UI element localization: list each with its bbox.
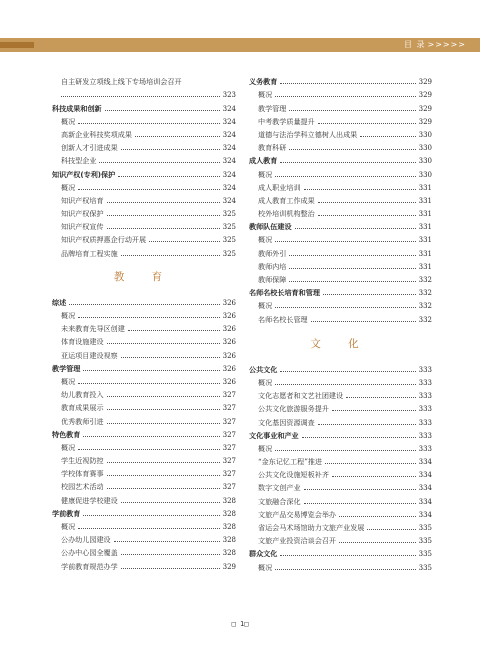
toc-entry[interactable]: [249, 507, 432, 520]
toc-page-number: 333: [418, 365, 432, 374]
dot-leader: [304, 503, 416, 504]
toc-entry-title: 文化基因资源调查: [258, 417, 315, 427]
dot-leader: [289, 255, 415, 256]
toc-entry[interactable]: [52, 532, 236, 545]
toc-page-number: 324: [222, 183, 236, 192]
toc-entry-title: 省运会马术场馆助力文旅产业发展: [258, 523, 365, 532]
toc-entry-title: 概况: [258, 301, 273, 311]
toc-entry-title: 教育科研: [258, 143, 287, 153]
dot-leader: [275, 176, 415, 177]
toc-entry[interactable]: [52, 558, 236, 571]
toc-entry-title: 概况: [258, 169, 273, 179]
dot-leader: [339, 542, 416, 543]
dot-leader: [275, 569, 415, 570]
toc-entry-title: 高新企业科技奖项成果: [61, 129, 132, 139]
toc-entry[interactable]: [249, 100, 432, 113]
dot-leader: [289, 149, 415, 150]
dot-leader: [107, 462, 220, 463]
toc-entry-title: 优秀教师引进: [61, 416, 104, 426]
toc-entry-title: 健康促进学校建设: [61, 495, 118, 505]
toc-entry-title: 综述: [52, 297, 67, 307]
toc-entry[interactable]: [52, 453, 236, 466]
toc-page-number: 325: [222, 223, 236, 232]
page-footer: [0, 620, 480, 628]
toc-page-number: 333: [418, 418, 432, 427]
dot-leader: [107, 488, 220, 489]
toc-entry-title: 概况: [61, 182, 76, 192]
dot-leader: [304, 189, 416, 190]
toc-entry[interactable]: [52, 334, 236, 347]
toc-entry[interactable]: [52, 387, 236, 400]
dot-leader: [289, 110, 415, 111]
toc-entry[interactable]: [249, 272, 432, 285]
toc-entry-title: 知识产权(专利)保护: [52, 169, 116, 179]
toc-entry-title: 文化志愿者和文艺社团建设: [258, 391, 344, 401]
toc-entry[interactable]: [52, 308, 236, 321]
toc-page-number: 323: [222, 91, 236, 100]
toc-entry-title: “金东记忆工程”推进: [258, 457, 323, 467]
dot-leader: [275, 96, 415, 97]
toc-entry[interactable]: [249, 493, 432, 506]
toc-category[interactable]: [52, 361, 236, 374]
toc-entry-title: 概况: [258, 235, 273, 245]
dot-leader: [339, 516, 416, 517]
toc-entry-title: 教师内培: [258, 261, 287, 271]
dot-leader: [107, 409, 220, 410]
toc-page-number: 333: [418, 431, 432, 440]
toc-page-number: 330: [418, 130, 432, 139]
toc-page-number: 331: [418, 210, 432, 219]
toc-entry-title: 学前教育规范办学: [61, 561, 118, 571]
dot-leader: [78, 123, 219, 124]
toc-category[interactable]: [249, 546, 432, 559]
toc-entry[interactable]: [52, 440, 236, 453]
toc-left-column: [52, 74, 236, 572]
toc-entry[interactable]: [249, 441, 432, 454]
dot-leader: [289, 281, 415, 282]
toc-entry-title: 概况: [61, 522, 76, 531]
dot-leader: [121, 554, 220, 555]
toc-page-number: 328: [222, 549, 236, 558]
toc-page-number: 329: [418, 91, 432, 100]
toc-page-number: 328: [222, 509, 236, 518]
toc-entry[interactable]: [52, 180, 236, 193]
toc-entry-title: 校外培训机构整治: [258, 209, 315, 219]
toc-entry[interactable]: [52, 374, 236, 387]
toc-page-number: 332: [418, 302, 432, 311]
dot-leader: [121, 568, 220, 569]
dot-leader: [302, 437, 416, 438]
dot-leader: [275, 384, 415, 385]
toc-entry-title: 知识产权保护: [61, 209, 104, 219]
toc-entry[interactable]: [249, 180, 432, 193]
dot-leader: [135, 136, 220, 137]
toc-entry[interactable]: [249, 454, 432, 467]
dot-leader: [149, 241, 220, 242]
toc-category[interactable]: [249, 428, 432, 441]
toc-entry[interactable]: [52, 413, 236, 426]
dot-leader: [318, 215, 416, 216]
dot-leader: [318, 123, 416, 124]
toc-entry-title: 教育成果展示: [61, 403, 104, 413]
dot-leader: [78, 449, 219, 450]
dot-leader: [367, 529, 415, 530]
header-label: [404, 38, 466, 52]
toc-entry[interactable]: [249, 520, 432, 533]
toc-entry[interactable]: [52, 245, 236, 258]
toc-entry-title: 公办中心园全覆盖: [61, 548, 118, 558]
toc-entry-title: 文旅产业投资洽谈会召开: [258, 536, 337, 546]
dot-leader: [360, 136, 415, 137]
toc-entry-title: 概况: [61, 442, 76, 452]
dot-leader: [83, 370, 219, 371]
toc-entry-title: 知识产权宣传: [61, 222, 104, 232]
toc-page-number: 324: [222, 157, 236, 166]
dot-leader: [311, 321, 416, 322]
toc-entry[interactable]: [52, 153, 236, 166]
toc-entry[interactable]: [249, 559, 432, 572]
toc-page-number: 327: [222, 404, 236, 413]
toc-page-number: 331: [418, 262, 432, 271]
toc-entry[interactable]: [52, 545, 236, 558]
dot-leader: [295, 228, 416, 229]
toc-page-number: 334: [418, 484, 432, 493]
toc-page-number: 333: [418, 405, 432, 414]
toc-page-number: 327: [222, 470, 236, 479]
toc-entry[interactable]: [249, 311, 432, 324]
toc-entry-title: 中考教学质量提升: [258, 116, 315, 126]
toc-entry[interactable]: [249, 388, 432, 401]
toc-page-number: 331: [418, 196, 432, 205]
toc-entry[interactable]: [249, 87, 432, 100]
toc-category[interactable]: [249, 219, 432, 232]
dot-leader: [107, 228, 220, 229]
toc-page-number: 326: [222, 325, 236, 334]
toc-entry-title: 概况: [258, 562, 273, 572]
toc-entry-title: 公共文化设施短板补齐: [258, 470, 329, 480]
toc-entry[interactable]: [249, 298, 432, 311]
toc-entry[interactable]: [52, 321, 236, 334]
toc-page-number: 334: [418, 497, 432, 506]
dot-leader: [121, 357, 220, 358]
dot-leader: [332, 476, 416, 477]
dot-leader: [107, 343, 220, 344]
toc-page-number: 331: [418, 236, 432, 245]
toc-page-number: 324: [222, 117, 236, 126]
toc-entry[interactable]: [52, 206, 236, 219]
toc-page-number: 324: [222, 196, 236, 205]
toc-entry[interactable]: [249, 166, 432, 179]
toc-page-number: 327: [222, 391, 236, 400]
toc-page-number: 325: [222, 210, 236, 219]
toc-page-number: 325: [222, 249, 236, 258]
toc-page-number: 324: [222, 130, 236, 139]
dot-leader: [107, 215, 220, 216]
dot-leader: [99, 162, 219, 163]
toc-entry-title: 概况: [258, 443, 273, 453]
dot-leader: [114, 541, 220, 542]
toc-entry[interactable]: [52, 492, 236, 505]
dot-leader: [78, 383, 219, 384]
toc-entry-title: 学生近视防控: [61, 456, 104, 466]
toc-page-number: 327: [222, 457, 236, 466]
dot-leader: [61, 96, 220, 97]
toc-entry[interactable]: [52, 400, 236, 413]
toc-entry-title: 学前教育: [52, 508, 81, 518]
toc-page-number: 335: [418, 537, 432, 546]
toc-entry[interactable]: [52, 232, 236, 245]
page-header: [0, 38, 480, 52]
toc-entry-title: 概况: [258, 90, 273, 100]
toc-entry-title: 概况: [61, 311, 76, 320]
toc-page-number: 333: [418, 392, 432, 401]
dot-leader: [118, 176, 219, 177]
dot-leader: [346, 397, 416, 398]
toc-entry[interactable]: [249, 245, 432, 258]
toc-page-number: 335: [418, 550, 432, 559]
dot-leader: [69, 304, 219, 305]
toc-category[interactable]: [249, 74, 432, 87]
toc-page-number: 327: [222, 483, 236, 492]
dot-leader: [78, 528, 219, 529]
toc-entry-title: 教师队伍建设: [249, 222, 292, 232]
toc-category[interactable]: [249, 153, 432, 166]
toc-entry-title: 成人职业培训: [258, 182, 301, 192]
toc-entry-title: 教学管理: [258, 103, 287, 113]
toc-page-number: 326: [222, 377, 236, 386]
toc-entry-title: 自主研发立项线上线下专场培训会召开: [61, 77, 182, 87]
toc-page-number: 332: [418, 276, 432, 284]
dot-leader: [304, 489, 416, 490]
toc-category[interactable]: [249, 285, 432, 298]
toc-page-number: 324: [222, 144, 236, 153]
toc-entry[interactable]: [249, 140, 432, 153]
toc-entry-title: 名师名校长培育和管理: [249, 288, 320, 298]
toc-entry-title: 数字文创产业: [258, 483, 301, 493]
toc-page-number: 330: [418, 144, 432, 153]
dot-leader: [78, 317, 219, 318]
toc-page-number: 324: [222, 104, 236, 113]
toc-entry[interactable]: [52, 466, 236, 479]
toc-entry-title: 未来教育先导区创建: [61, 324, 125, 334]
toc-entry-title: 概况: [61, 376, 76, 386]
toc-entry-title: 成人教育工作成果: [258, 195, 315, 205]
dot-leader: [318, 424, 416, 425]
dot-leader: [280, 162, 415, 163]
section-heading: 文 化: [310, 337, 371, 350]
toc-page-number: 326: [222, 338, 236, 347]
dot-leader: [83, 436, 219, 437]
toc-entry-title: 科技成果和创新: [52, 103, 102, 113]
toc-category[interactable]: [52, 506, 236, 519]
toc-entry-title: 概况: [258, 377, 273, 387]
dot-leader: [280, 555, 415, 556]
dot-leader: [128, 330, 220, 331]
dot-leader: [318, 202, 416, 203]
toc-entry-title: 名师名校长管理: [258, 314, 308, 324]
toc-page-number: 330: [418, 170, 432, 179]
toc-entry[interactable]: [52, 193, 236, 206]
toc-page-number: 325: [222, 236, 236, 245]
dot-leader: [325, 463, 416, 464]
toc-entry-title: 公办幼儿园建设: [61, 535, 111, 545]
toc-page-number: 333: [418, 444, 432, 453]
toc-entry-title: 概况: [61, 116, 76, 126]
header-arrows: >>>>>: [427, 40, 466, 49]
toc-entry[interactable]: [52, 114, 236, 127]
toc-entry-title: 亚运项目建设视察: [61, 350, 118, 360]
toc-page-number: 327: [222, 417, 236, 426]
toc-page-number: 334: [418, 458, 432, 467]
toc-entry[interactable]: [52, 479, 236, 492]
toc-entry-title: 幼儿教育投入: [61, 390, 104, 400]
toc-entry[interactable]: [249, 401, 432, 414]
toc-entry-title: 体育设施建设: [61, 337, 104, 347]
dot-leader: [107, 423, 220, 424]
toc-entry-title: 科技型企业: [61, 156, 97, 166]
toc-page-number: 332: [418, 289, 432, 298]
toc-entry-title: 教学管理: [52, 363, 81, 373]
toc-category[interactable]: [249, 362, 432, 375]
toc-page-number: 335: [418, 524, 432, 532]
toc-page-number: 329: [418, 117, 432, 126]
page-number: □ 1□: [231, 620, 249, 628]
toc-entry-title: 学校体育赛事: [61, 469, 104, 479]
toc-page-number: 330: [418, 157, 432, 166]
toc-entry-title: 文化事业和产业: [249, 430, 299, 440]
toc-page-number: 329: [418, 78, 432, 87]
toc-entry[interactable]: [249, 480, 432, 493]
toc-category[interactable]: [52, 295, 236, 308]
toc-entry-title: 文旅产品交易博览会举办: [258, 509, 337, 519]
toc-entry[interactable]: [249, 467, 432, 480]
toc-entry-title: 群众文化: [249, 549, 278, 559]
toc-page-number: 326: [222, 351, 236, 360]
dot-leader: [275, 450, 415, 451]
toc-entry[interactable]: [249, 375, 432, 388]
toc-page-number: 328: [222, 496, 236, 505]
toc-entry[interactable]: [52, 127, 236, 140]
toc-entry[interactable]: [249, 414, 432, 427]
toc-entry[interactable]: [249, 193, 432, 206]
toc-page-number: 328: [222, 523, 236, 531]
header-title: 目 录: [403, 40, 426, 49]
toc-page-number: 324: [222, 170, 236, 179]
toc-entry-title: 道德与法治学科立德树人出成果: [258, 129, 358, 139]
toc-page-number: 329: [418, 104, 432, 113]
dot-leader: [121, 255, 220, 256]
toc-entry-title: 品牌培育工程实施: [61, 248, 118, 258]
toc-page-number: 334: [418, 510, 432, 519]
toc-entry-title: 教师外引: [258, 248, 287, 258]
toc-category[interactable]: [52, 100, 236, 113]
toc-right-column: [249, 74, 432, 573]
dot-leader: [289, 268, 415, 269]
toc-category[interactable]: [52, 427, 236, 440]
toc-entry-title: 文旅融合深化: [258, 496, 301, 506]
toc-entry[interactable]: [52, 140, 236, 153]
toc-entry[interactable]: [52, 87, 236, 100]
toc-entry[interactable]: [249, 127, 432, 140]
toc-page-number: 326: [222, 312, 236, 320]
toc-entry-title: 义务教育: [249, 77, 278, 87]
toc-entry[interactable]: [52, 519, 236, 532]
toc-page-number: 328: [222, 536, 236, 545]
dot-leader: [107, 202, 220, 203]
section-heading: 教 育: [113, 271, 175, 284]
dot-leader: [121, 502, 220, 503]
dot-leader: [105, 110, 220, 111]
toc-category[interactable]: [52, 166, 236, 179]
toc-page-number: 326: [222, 298, 236, 307]
toc-page-number: 331: [418, 249, 432, 258]
toc-page-number: 326: [222, 364, 236, 373]
toc-entry-title: 公共文化旅游服务提升: [258, 404, 329, 414]
header-accent: [0, 42, 34, 48]
dot-leader: [107, 396, 220, 397]
dot-leader: [83, 515, 219, 516]
dot-leader: [78, 189, 219, 190]
dot-leader: [121, 149, 220, 150]
toc-entry[interactable]: [249, 114, 432, 127]
toc-entry-title: 成人教育: [249, 156, 278, 166]
dot-leader: [275, 241, 415, 242]
dot-leader: [280, 371, 415, 372]
toc-entry-title: 知识产权质押惠企行动开展: [61, 235, 147, 245]
toc-entry[interactable]: [249, 206, 432, 219]
toc-entry[interactable]: [249, 533, 432, 546]
toc-entry-title: 特色教育: [52, 429, 81, 439]
toc-page-number: 327: [222, 430, 236, 439]
dot-leader: [280, 83, 415, 84]
toc-page-number: 331: [418, 223, 432, 232]
toc-entry-title: 校园艺术活动: [61, 482, 104, 492]
toc-entry[interactable]: [52, 74, 236, 87]
toc-page-number: 335: [418, 563, 432, 572]
toc-entry-title: 公共文化: [249, 364, 278, 374]
toc-entry[interactable]: [249, 232, 432, 245]
toc-entry[interactable]: [249, 259, 432, 272]
toc-page-number: 333: [418, 378, 432, 387]
toc-entry-title: 教师保障: [258, 275, 287, 284]
dot-leader: [275, 307, 415, 308]
dot-leader: [323, 294, 416, 295]
dot-leader: [332, 410, 416, 411]
toc-entry[interactable]: [52, 347, 236, 360]
toc-entry[interactable]: [52, 219, 236, 232]
toc-page-number: 334: [418, 471, 432, 480]
toc-page-number: 329: [222, 562, 236, 571]
toc-page-number: 331: [418, 183, 432, 192]
dot-leader: [107, 475, 220, 476]
toc-entry-title: 知识产权培育: [61, 195, 104, 205]
toc-page-number: 332: [418, 315, 432, 324]
toc-page-number: 327: [222, 443, 236, 452]
toc-entry-title: 创新人才引进成果: [61, 143, 118, 153]
